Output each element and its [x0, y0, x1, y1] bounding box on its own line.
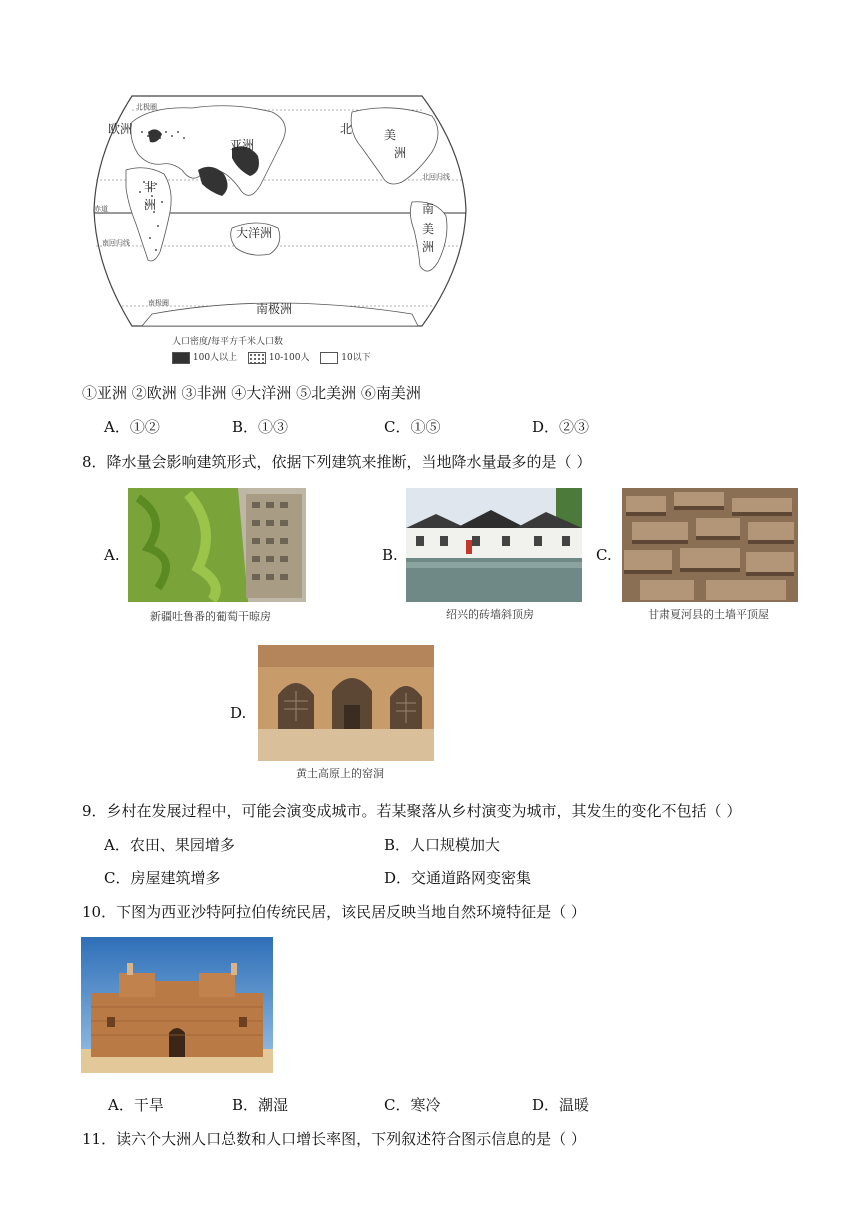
- cave-dwelling-graphic: [258, 645, 434, 761]
- legend-swatch-medium: [248, 352, 266, 364]
- q8-caption-a: 新疆吐鲁番的葡萄干晾房: [150, 610, 271, 623]
- label-antarctic-circle: 南极圈: [148, 299, 169, 307]
- q8-photo-xiahe-house: [622, 488, 798, 602]
- q7-option-b[interactable]: B．①③: [232, 418, 289, 436]
- q8-photo-cave-dwelling: [258, 645, 434, 761]
- q10-option-d[interactable]: D．温暖: [532, 1096, 590, 1114]
- label-tropic-north: 北回归线: [422, 173, 450, 181]
- q10-option-c[interactable]: C．寒冷: [384, 1096, 441, 1114]
- q8-caption-d: 黄土高原上的窑洞: [296, 767, 384, 780]
- label-arctic-circle: 北极圈: [136, 103, 157, 111]
- q8-photo-grape-drying-house: [128, 488, 306, 602]
- population-density-map: [92, 92, 468, 330]
- q10-photo-saudi-house: [81, 937, 273, 1073]
- legend-item-dense: 100人以上: [192, 353, 238, 363]
- q9-option-b[interactable]: B．人口规模加大: [384, 836, 501, 854]
- q8-option-c-label[interactable]: C.: [596, 546, 612, 564]
- q9-option-d[interactable]: D．交通道路网变密集: [384, 869, 532, 887]
- label-north-america-2: 美: [384, 128, 397, 142]
- q7-choices-line: ①亚洲 ②欧洲 ③非洲 ④大洋洲 ⑤北美洲 ⑥南美洲: [82, 384, 421, 402]
- q10-stem: 10．下图为西亚沙特阿拉伯传统民居，该民居反映当地自然环境特征是（ ）: [82, 903, 586, 921]
- q7-option-c[interactable]: C．①⑤: [384, 418, 441, 436]
- label-equator: 赤道: [94, 205, 108, 213]
- q8-photo-shaoxing-house: [406, 488, 582, 602]
- map-legend: [172, 334, 371, 364]
- label-north-america-3: 洲: [394, 146, 407, 160]
- saudi-house-graphic: [81, 937, 273, 1073]
- shaoxing-house-graphic: [406, 488, 582, 602]
- legend-swatch-dense: [172, 352, 190, 364]
- grape-house-graphic: [128, 488, 306, 602]
- q11-stem: 11．读六个大洲人口总数和人口增长率图，下列叙述符合图示信息的是（ ）: [82, 1130, 586, 1148]
- q8-option-a-label[interactable]: A.: [104, 546, 120, 564]
- label-antarctica: 南极洲: [256, 302, 293, 316]
- q10-option-b[interactable]: B．潮湿: [232, 1096, 289, 1114]
- legend-item-sparse: 10以下: [341, 353, 371, 363]
- q7-option-d[interactable]: D．②③: [532, 418, 590, 436]
- q9-stem: 9．乡村在发展过程中，可能会演变成城市。若某聚落从乡村演变为城市，其发生的变化不包括（ ）: [82, 802, 742, 820]
- label-africa-2: 洲: [144, 198, 157, 212]
- q8-option-b-label[interactable]: B.: [382, 546, 398, 564]
- label-asia: 亚洲: [230, 138, 255, 152]
- label-south-america-1: 南: [422, 202, 435, 216]
- label-tropic-south: 南回归线: [102, 239, 130, 247]
- label-north-america-1: 北: [340, 122, 353, 136]
- q7-option-a[interactable]: A．①②: [104, 418, 160, 436]
- q10-option-a[interactable]: A．干旱: [108, 1096, 164, 1114]
- q8-option-d-label[interactable]: D.: [230, 704, 247, 722]
- label-oceania: 大洋洲: [236, 226, 273, 240]
- xiahe-house-graphic: [622, 488, 798, 602]
- q8-stem: 8．降水量会影响建筑形式，依据下列建筑来推断，当地降水量最多的是（ ）: [82, 453, 592, 471]
- q8-caption-c: 甘肃夏河县的土墙平顶屋: [648, 608, 769, 621]
- legend-item-medium: 10-100人: [268, 353, 310, 363]
- legend-swatch-sparse: [320, 352, 338, 364]
- q9-option-a[interactable]: A．农田、果园增多: [104, 836, 235, 854]
- q8-caption-b: 绍兴的砖墙斜顶房: [446, 608, 534, 621]
- label-africa: 非: [144, 180, 157, 194]
- label-south-america-3: 洲: [422, 240, 435, 254]
- legend-title: 人口密度/每平方千米人口数: [172, 337, 284, 347]
- label-south-america-2: 美: [422, 222, 435, 236]
- label-europe: 欧洲: [108, 122, 133, 136]
- q9-option-c[interactable]: C．房屋建筑增多: [104, 869, 221, 887]
